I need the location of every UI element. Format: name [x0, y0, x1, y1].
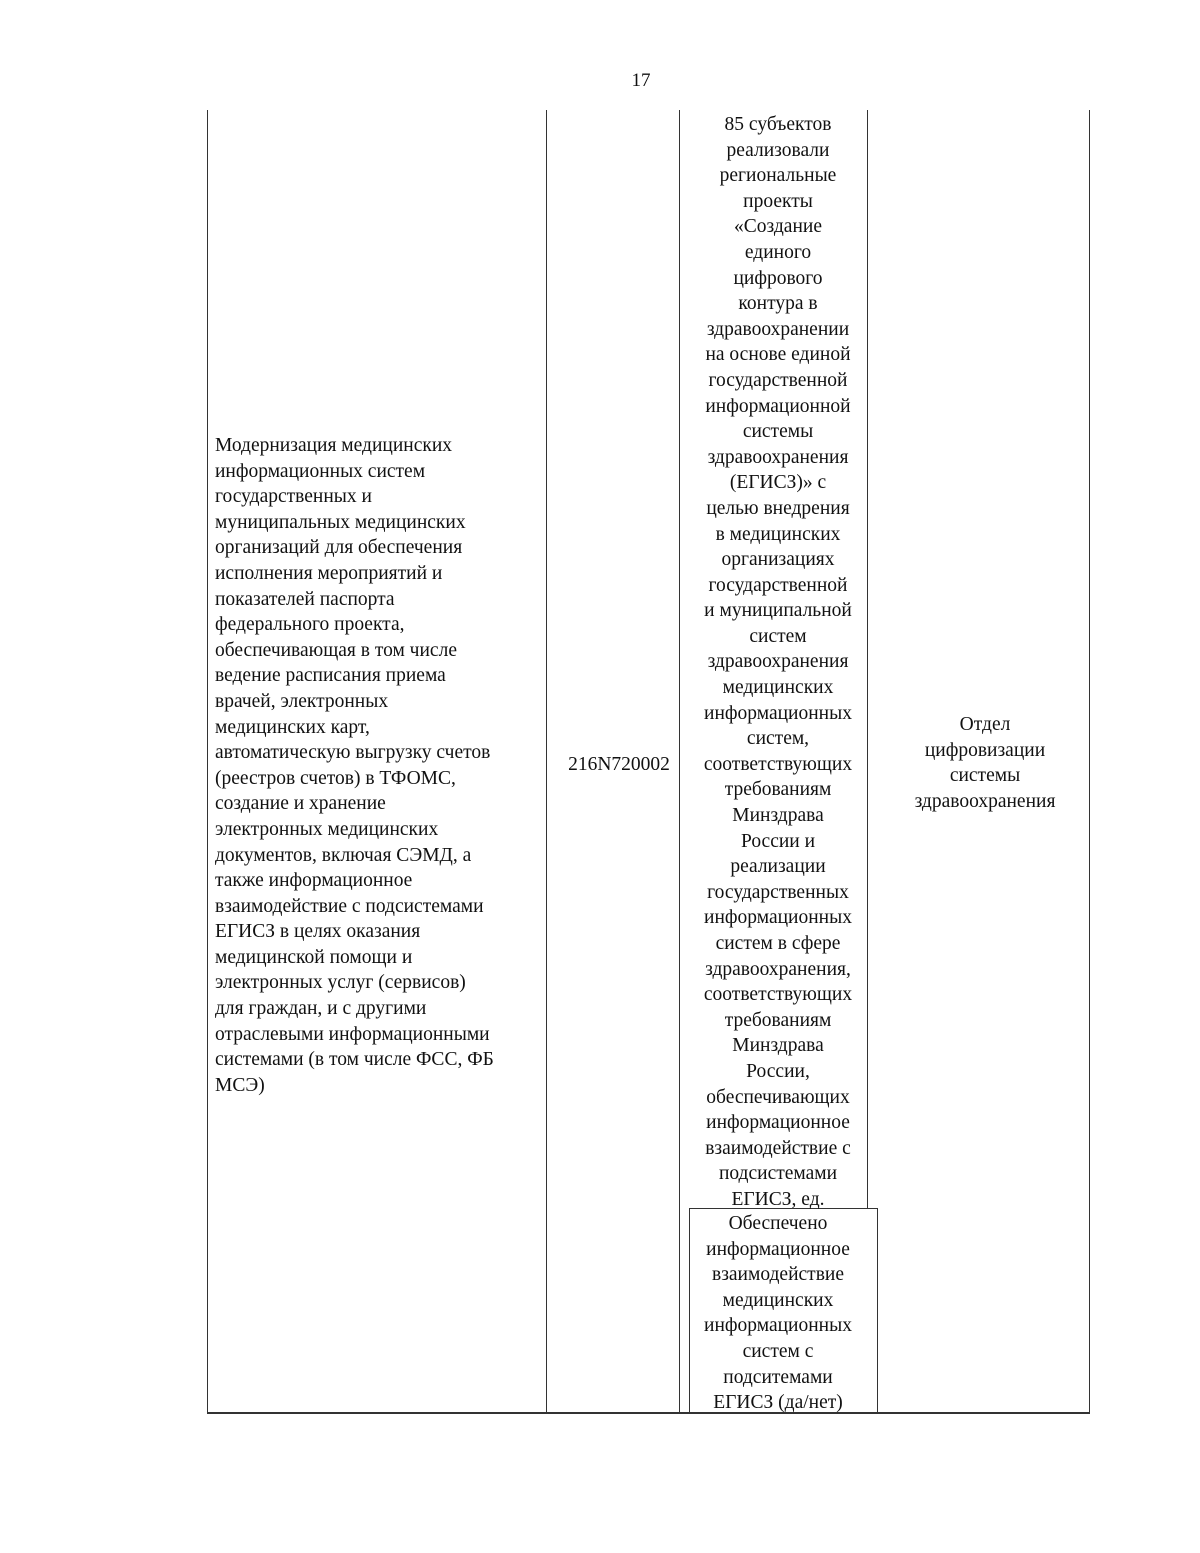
page-number: 17 [631, 70, 651, 91]
indicator-cell-1: 85 субъектов реализовали региональные проекты «Создание единого цифрового контура в здравоохранении на основе единой государственной информационной системы здравоохранения (ЕГИСЗ)» с целью внедрения в медицинских организациях государственной и муниципальной систем здравоохранения медицинских информационных систем, соответствующих требованиям Минздрава России и реализации государственных информационных систем в сфере здравоохранения, соответствующих требованиям Минздрава России, обеспечивающих информационное взаимодействие с подсистемами ЕГИСЗ, ед. [703, 114, 853, 1210]
column-divider-1 [546, 110, 547, 1414]
indicator-cell-2: Обеспечено информационное взаимодействие медицинских информационных систем с подситемами ЕГИСЗ (да/нет) [704, 1213, 852, 1414]
column-divider-3 [867, 110, 868, 1208]
table-border-bottom [207, 1412, 1090, 1414]
code-cell: 216N720002 [568, 754, 670, 775]
responsible-cell: Отдел цифровизации системы здравоохранения [914, 714, 1056, 812]
column-divider-3b [877, 1208, 878, 1414]
table-border-left [207, 110, 208, 1414]
measures-table [207, 110, 1090, 1414]
event-description-cell: Модернизация медицинских информационных систем государственных и муниципальных медицинских организаций для обеспечения исполнения мероприятий и показателей паспорта федерального проекта, обеспечивающая в том числе ведение расписания приема врачей, электронных медицинских карт, автоматическую выгрузку счетов (реестров счетов) в ТФОМС, создание и хранение электронных медицинских документов, включая СЭМД, а также информационное взаимодействие с подсистемами ЕГИСЗ в целях оказания медицинской помощи и электронных услуг (сервисов) для граждан, и с другими отраслевыми информационными системами (в том числе ФСС, ФБ МСЭ) [215, 435, 494, 1096]
